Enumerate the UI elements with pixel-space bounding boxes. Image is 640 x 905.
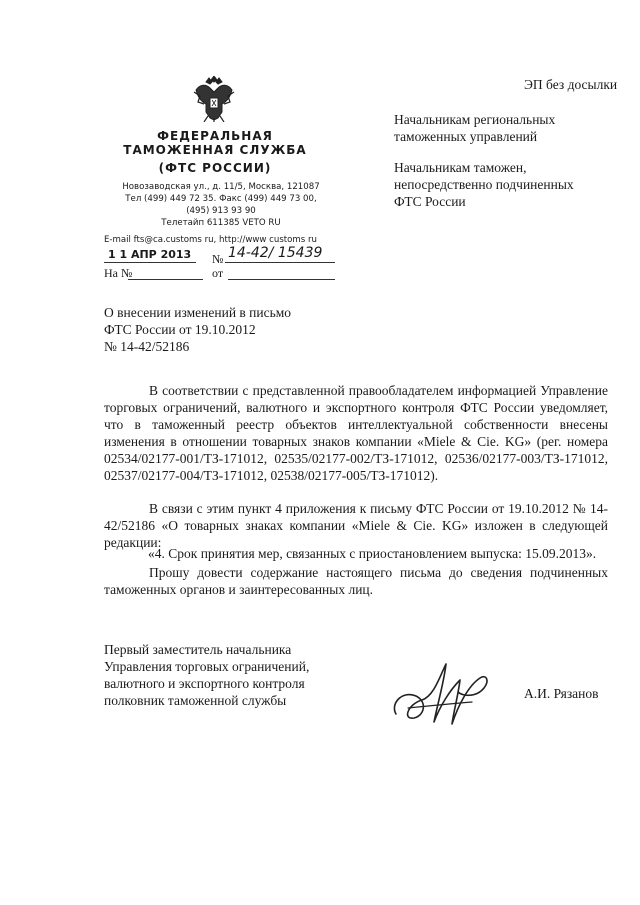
addressee-1 <box>394 111 555 145</box>
registration-number: 14-42/ 15439 <box>228 245 323 261</box>
contact-address: Новозаводская ул., д. 11/5, Москва, 121087 <box>122 182 320 192</box>
signatory-position-line4: полковник таможенной службы <box>104 693 287 708</box>
registration-date-line <box>104 262 196 263</box>
addressee-2-line1: Начальникам таможен, <box>394 160 527 175</box>
signatory-position-line2: Управления торговых ограничений, <box>104 659 310 674</box>
delivery-stamp: ЭП без досылки <box>524 77 618 92</box>
registration-date: 1 1 АПР 2013 <box>108 248 192 261</box>
org-abbreviation: (ФТС РОССИИ) <box>158 161 272 175</box>
signatory-position-line1: Первый заместитель начальника <box>104 642 292 657</box>
addressee-1-line2: таможенных управлений <box>394 129 538 144</box>
reference-number-line <box>128 279 203 280</box>
body-paragraph-3: Прошу довести содержание настоящего письма до сведения подчиненных таможенных органов и заинтересованных лиц. <box>104 565 608 597</box>
body-paragraph-2: В связи с этим пункт 4 приложения к письму ФТС России от 19.10.2012 № 14-42/52186 «О товарных знаках компании «Miele & Cie. KG» изложен в следующей редакции: <box>104 501 608 550</box>
subject-line3: № 14-42/52186 <box>104 339 190 354</box>
subject-line2: ФТС России от 19.10.2012 <box>104 322 256 337</box>
reference-date-line <box>228 279 335 280</box>
handwritten-signature <box>388 656 498 736</box>
contact-phone: Тел (499) 449 72 35. Факс (499) 449 73 00, <box>125 194 317 204</box>
contact-email: E-mail fts@ca.customs ru, http://www customs ru <box>104 235 317 245</box>
addressee-2 <box>394 159 574 210</box>
subject <box>104 304 291 355</box>
signatory-position-line3: валютного и экспортного контроля <box>104 676 305 691</box>
signatory-position <box>104 641 309 709</box>
registration-number-label: № <box>212 252 224 266</box>
org-name-line1: ФЕДЕРАЛЬНАЯ <box>157 129 273 143</box>
contact-phone-2: (495) 913 93 90 <box>186 206 256 216</box>
signatory-name: А.И. Рязанов <box>524 686 599 701</box>
reference-date-label: от <box>212 266 224 280</box>
org-name-line2: ТАМОЖЕННАЯ СЛУЖБА <box>123 143 307 157</box>
registration-number-line <box>225 262 335 263</box>
body-paragraph-1: В соответствии с представленной правообладателем информацией Управление торговых ограничений, валютного и экспортного контроля ФТС России уведомляет, что в таможенный реестр объектов интеллектуальной собственности внесены изменения в отношении товарных знаков компании «Miele & Cie. KG» (рег. номера 02534/02177-001/ТЗ-171012, 02535/02177-002/ТЗ-171012, 02536/02177-003/ТЗ-171012, 02537/02177-004/ТЗ-171012, 02538/02177-005/ТЗ-171012). <box>104 383 608 483</box>
coat-of-arms-icon <box>192 76 236 122</box>
addressee-2-line3: ФТС России <box>394 194 466 209</box>
reference-number-label: На № <box>104 266 133 280</box>
subject-line1: О внесении изменений в письмо <box>104 305 292 320</box>
addressee-1-line1: Начальникам региональных <box>394 112 556 127</box>
addressee-2-line2: непосредственно подчиненных <box>394 177 574 192</box>
body-quote: «4. Срок принятия мер, связанных с приостановлением выпуска: 15.09.2013». <box>148 546 597 561</box>
contact-teletype: Телетайп 611385 VETO RU <box>161 218 281 228</box>
